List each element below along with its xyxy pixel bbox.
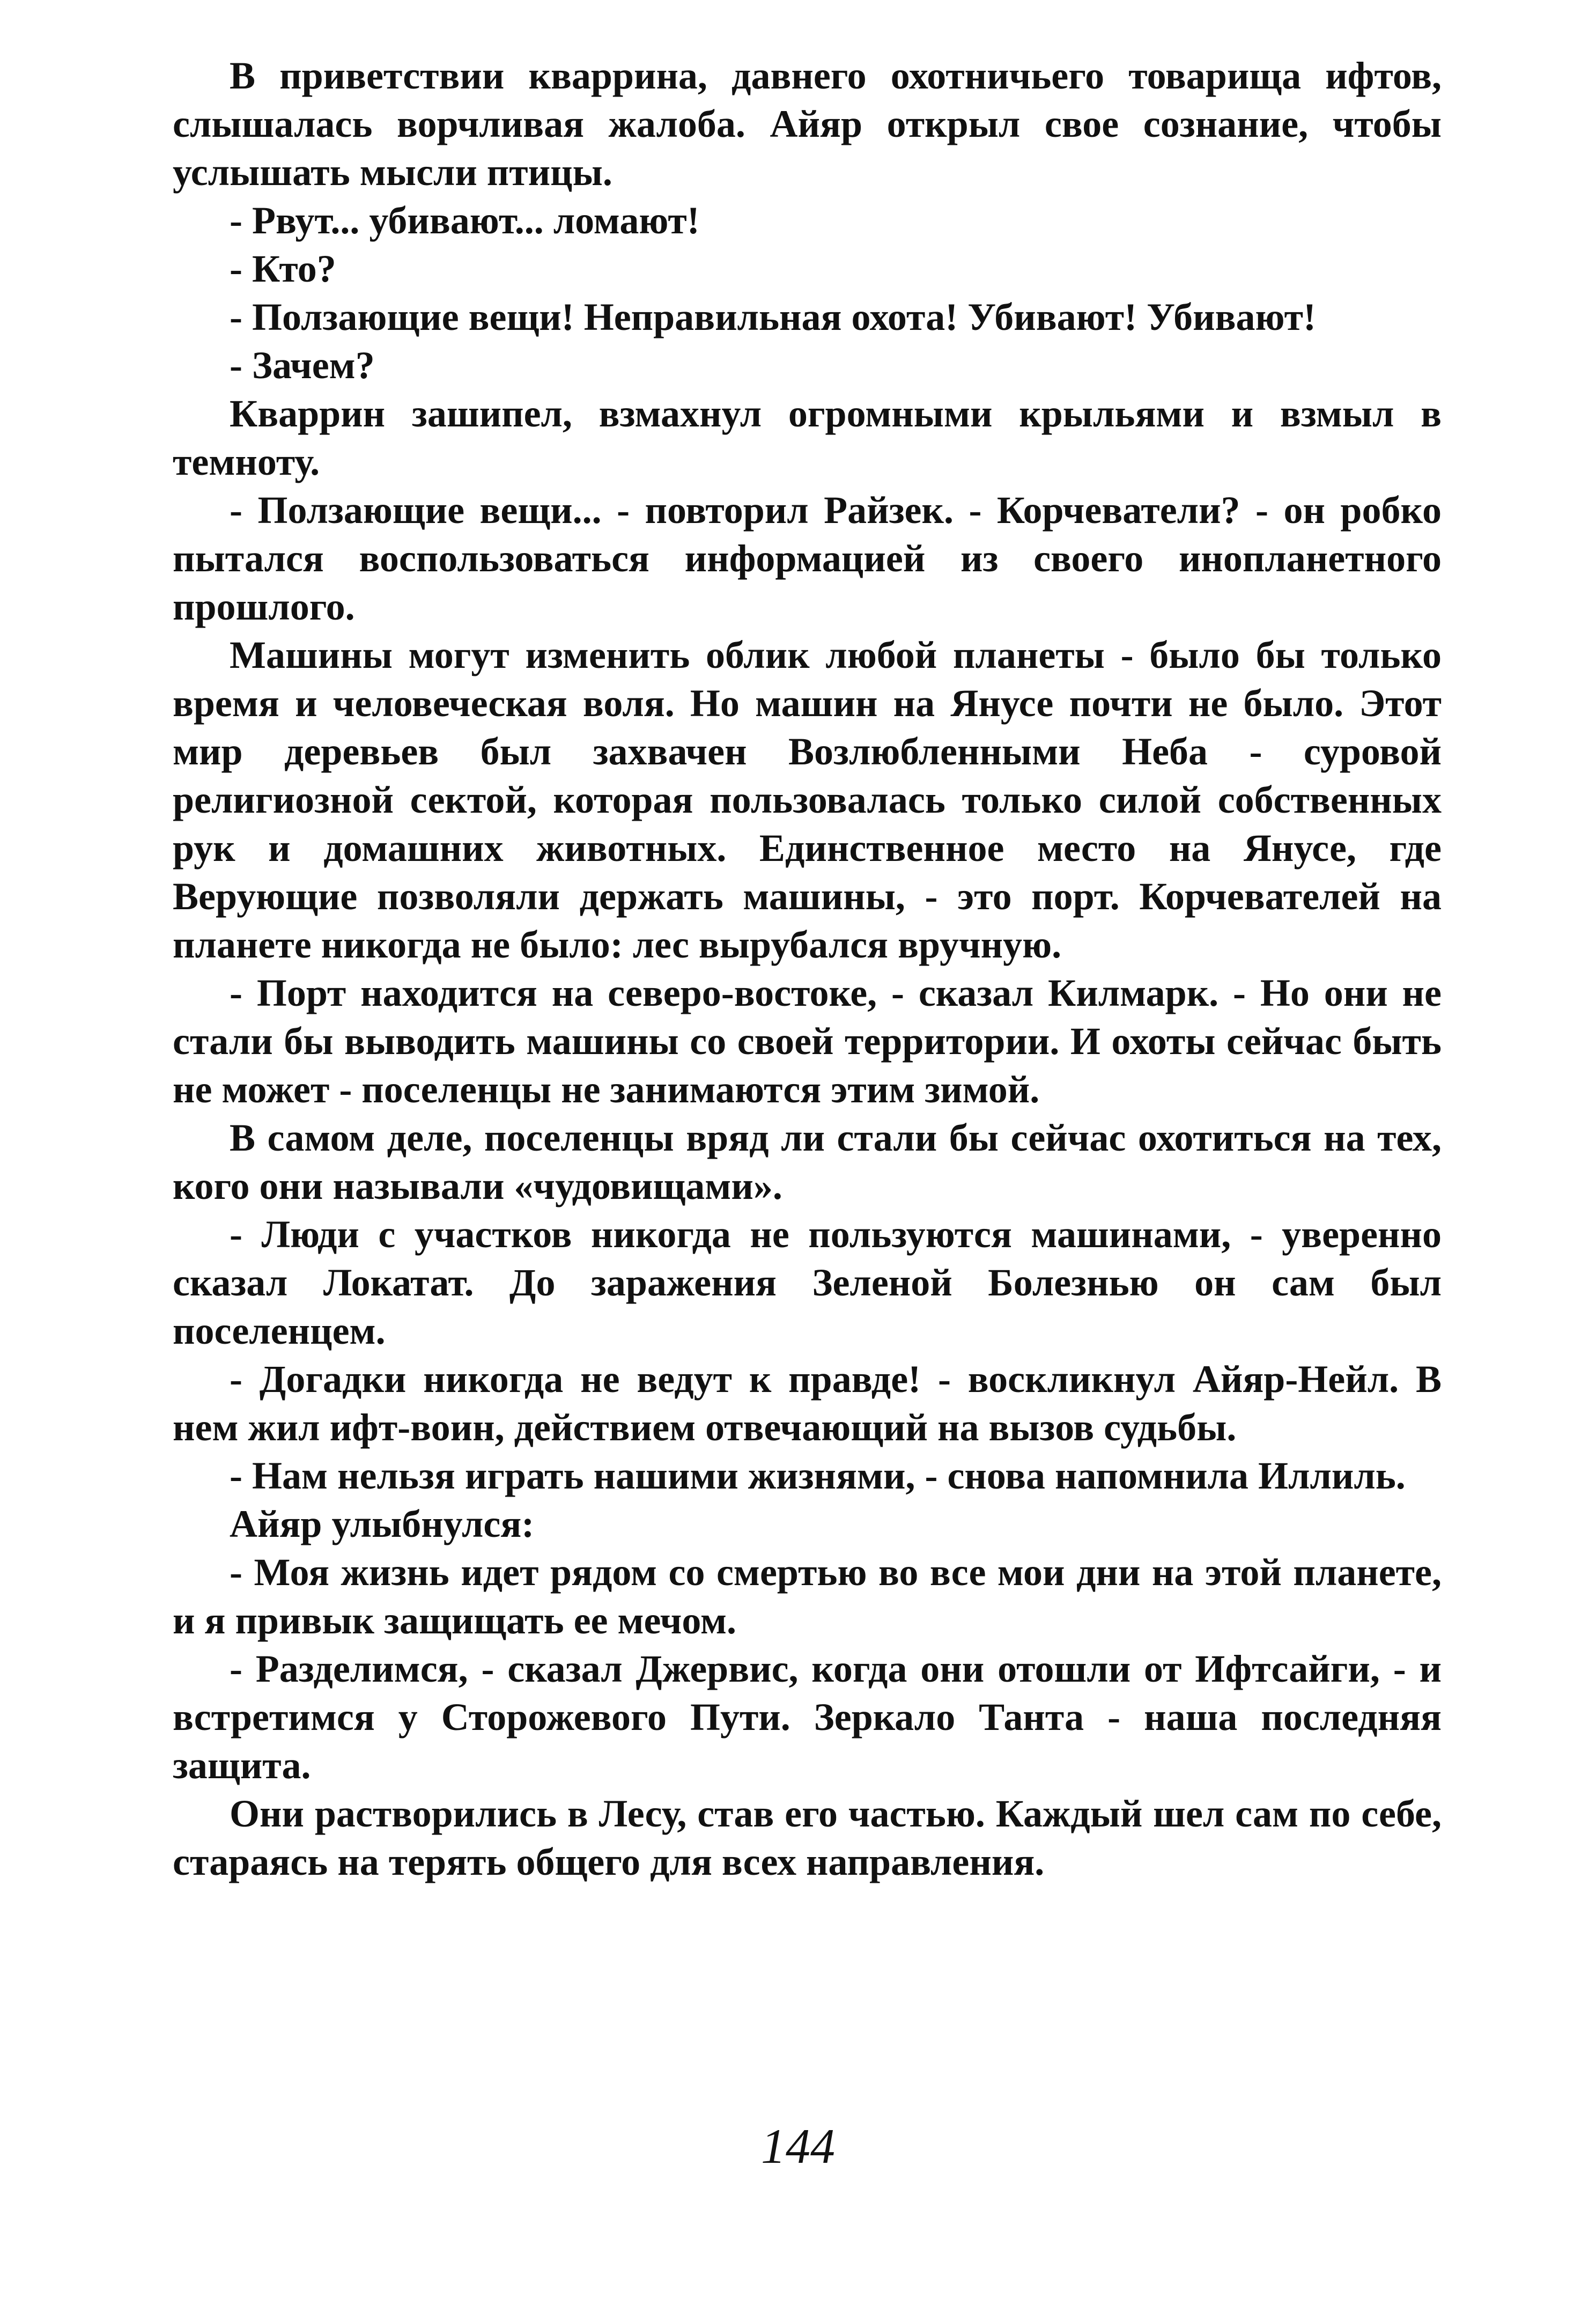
paragraph: - Моя жизнь идет рядом со смертью во все мои дни на этой планете, и я привык защищать ее мечом.: [173, 1551, 1442, 1642]
paragraph: - Разделимся, - сказал Джервис, когда они отошли от Ифтсайги, - и встретимся у Сторожевого Пути. Зеркало Танта - наша последняя защита.: [173, 1647, 1442, 1787]
paragraph: - Люди с участков никогда не пользуются машинами, - уверенно сказал Локатат. До заражения Зеленой Болезнью он сам был поселенцем.: [173, 1213, 1442, 1352]
paragraph: - Рвут... убивают... ломают!: [230, 199, 700, 242]
paragraph: В приветствии кваррина, давнего охотничьего товарища ифтов, слышалась ворчливая жалоба. Айяр открыл свое сознание, чтобы услышать мысли птицы.: [173, 54, 1442, 194]
paragraph: - Ползающие вещи... - повторил Райзек. - Корчеватели? - он робко пытался воспользоваться информацией из своего инопланетного прошлого.: [173, 489, 1442, 628]
paragraph: Они растворились в Лесу, став его частью. Каждый шел сам по себе, стараясь на терять общего для всех направления.: [173, 1792, 1442, 1883]
body-text: [173, 51, 1442, 1886]
paragraph: - Кто?: [230, 247, 336, 290]
paragraph: Кваррин зашипел, взмахнул огромными крыльями и взмыл в темноту.: [173, 392, 1442, 483]
paragraph: - Ползающие вещи! Неправильная охота! Убивают! Убивают!: [230, 296, 1316, 338]
paragraph: Айяр улыбнулся:: [230, 1502, 535, 1545]
paragraph: - Зачем?: [230, 344, 375, 387]
page-number: 144: [761, 2119, 835, 2174]
paragraph: - Нам нельзя играть нашими жизнями, - снова напомнила Иллиль.: [230, 1454, 1406, 1497]
paragraph: В самом деле, поселенцы вряд ли стали бы сейчас охотиться на тех, кого они называли «чудовищами».: [173, 1116, 1442, 1207]
paragraph: - Порт находится на северо-востоке, - сказал Килмарк. - Но они не стали бы выводить машины со своей территории. И охоты сейчас быть не может - поселенцы не занимаются этим зимой.: [173, 971, 1442, 1111]
paragraph: Машины могут изменить облик любой планеты - было бы только время и человеческая воля. Но машин на Янусе почти не было. Этот мир деревьев был захвачен Возлюбленными Неба - суровой религиозной сектой, которая пользовалась только силой собственных рук и домашних животных. Единственное место на Янусе, где Верующие позволяли держать машины, - это порт. Корчевателей на планете никогда не было: лес вырубался вручную.: [173, 634, 1442, 966]
paragraph: - Догадки никогда не ведут к правде! - воскликнул Айяр-Нейл. В нем жил ифт-воин, действием отвечающий на вызов судьбы.: [173, 1358, 1442, 1449]
